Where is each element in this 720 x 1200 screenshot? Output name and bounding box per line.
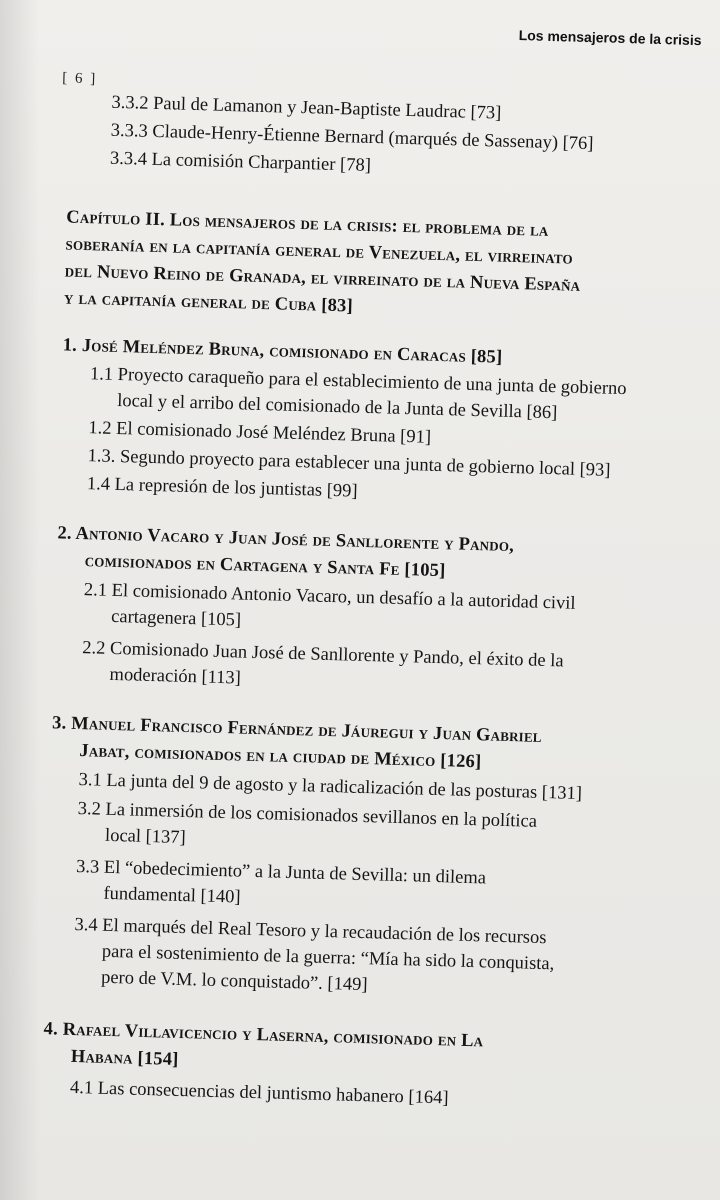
section-4-title-line-1: 4. Rafael Villavicencio y Laserna, comisionado en La [43, 1019, 484, 1052]
chapter-title-line-2: soberanía en la capitanía general de Venezuela, el virreinato [65, 234, 574, 269]
toc-entry-1-1-cont: local y el arribo del comisionado de la Junta de Sevilla [86] [116, 390, 558, 424]
chapter-title-line-3: del Nuevo Reino de Granada, el virreinato de la Nueva España [64, 261, 581, 296]
toc-entry-2-2-cont: moderación [113] [109, 664, 242, 689]
toc-entry-2-2: 2.2 Comisionado Juan José de Sanllorente y Pando, el éxito de la [82, 638, 564, 672]
toc-entry-1-1: 1.1 Proyecto caraqueño para el establecimiento de una junta de gobierno [89, 364, 627, 400]
toc-entry-2-1: 2.1 El comisionado Antonio Vacaro, un desafío a la autoridad civil [83, 580, 576, 614]
chapter-title-line-4: y la capitanía general de Cuba [83] [63, 288, 354, 317]
toc-entry-2-1-cont: cartagenera [105] [110, 606, 242, 631]
toc-entry-3-3-2: 3.3.2 Paul de Lamanon y Jean-Baptiste Laudrac [73] [111, 92, 502, 124]
toc-entry-3-2-cont: local [137] [104, 825, 186, 849]
page-number: [ 6 ] [61, 70, 98, 88]
toc-entry-3-4-cont-2: pero de V.M. lo conquistado”. [149] [100, 967, 368, 996]
toc-entry-1-2: 1.2 El comisionado José Meléndez Bruna [91] [88, 418, 432, 448]
toc-entry-1-3: 1.3. Segundo proyecto para establecer una junta de gobierno local [93] [87, 446, 611, 481]
section-2-title-line-2: comisionados en Cartagena y Santa Fe [105] [84, 551, 446, 582]
toc-entry-4-1: 4.1 Las consecuencias del juntismo habanero [164] [69, 1077, 449, 1109]
table-of-contents [43, 14, 702, 1109]
toc-entry-3-3-4: 3.3.4 La comisión Charpantier [78] [109, 148, 372, 176]
toc-entry-3-2: 3.2 La inmersión de los comisionados sevillanos en la política [77, 799, 538, 832]
toc-entry-3-3-cont: fundamental [140] [103, 883, 241, 908]
page-gutter-shadow [0, 0, 40, 1200]
section-2-title-line-1: 2. Antonio Vacaro y Juan José de Sanllorente y Pando, [57, 523, 515, 557]
chapter-title-line-1: Capítulo II. Los mensajeros de la crisis: el problema de la [66, 207, 549, 241]
section-1-title: 1. José Meléndez Bruna, comisionado en Caracas [85] [62, 335, 503, 368]
section-3-title-line-2: Jabat, comisionados en la ciudad de México [126] [79, 741, 482, 773]
toc-entry-1-4: 1.4 La represión de los juntistas [99] [86, 474, 358, 502]
toc-entry-3-1: 3.1 La junta del 9 de agosto y la radicalización de las posturas [131] [78, 770, 583, 805]
section-4-title-line-2: Habana [154] [70, 1046, 179, 1070]
running-header: Los mensajeros de la crisis [518, 27, 702, 49]
toc-entry-3-3: 3.3 El “obedecimiento” a la Junta de Sevilla: un dilema [75, 857, 487, 889]
toc-entry-3-4-cont-1: para el sostenimiento de la guerra: “Mía ha sido la conquista, [101, 941, 555, 975]
section-3-title-line-1: 3. Manuel Francisco Fernández de Jáuregui y Juan Gabriel [51, 713, 542, 747]
toc-entry-3-4: 3.4 El marqués del Real Tesoro y la recaudación de los recursos [74, 914, 547, 949]
toc-entry-3-3-3: 3.3.3 Claude-Henry-Étienne Bernard (marqués de Sassenay) [76] [110, 120, 594, 155]
